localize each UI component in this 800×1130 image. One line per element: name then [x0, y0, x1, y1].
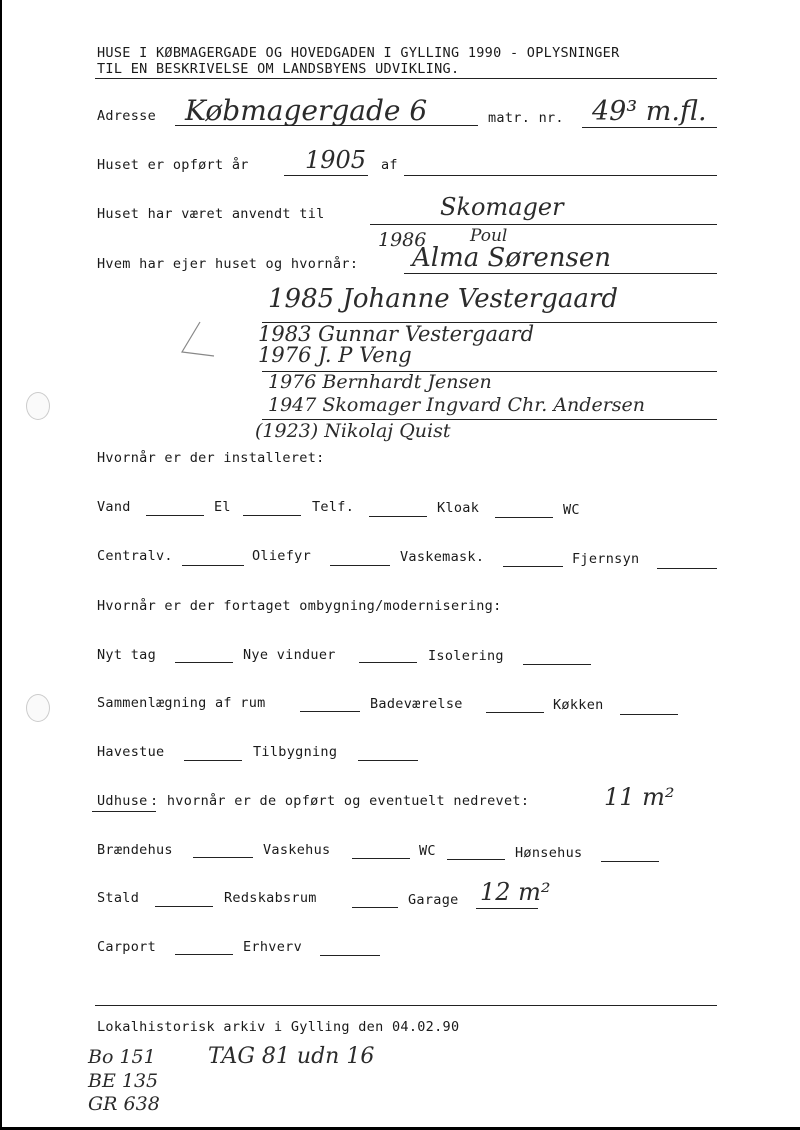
field-line — [155, 906, 213, 907]
header-rule — [95, 78, 717, 79]
field-label: El — [214, 499, 231, 515]
field-line — [601, 861, 659, 862]
usage-value: Skomager — [440, 193, 564, 221]
field-line — [359, 662, 417, 663]
address-label: Adresse — [97, 108, 156, 124]
usage-label: Huset har været anvendt til — [97, 206, 325, 222]
field-line — [495, 517, 553, 518]
owner-entry: 1976 J. P Veng — [258, 343, 412, 367]
field-label: WC — [563, 502, 580, 518]
field-label: Nyt tag — [97, 647, 156, 663]
address-value: Købmagergade 6 — [185, 94, 428, 127]
field-line — [447, 859, 505, 860]
matr-label: matr. nr. — [488, 110, 564, 126]
field-label: Isolering — [428, 648, 504, 664]
owners-annot-name: Poul — [470, 226, 508, 246]
owners-label: Hvem har ejer huset og hvornår: — [97, 256, 359, 272]
built-by-line — [404, 175, 717, 176]
field-label: Kloak — [437, 500, 480, 516]
owner-entry: 1947 Skomager Ingvard Chr. Andersen — [268, 394, 646, 416]
header-line-2: TIL EN BESKRIVELSE OM LANDSBYENS UDVIKLING. — [97, 61, 460, 77]
field-label: Hønsehus — [515, 845, 583, 861]
outbuildings-label-rest: : hvornår er de opført og eventuelt nedrevet: — [150, 793, 530, 809]
field-line — [657, 568, 717, 569]
field-label: Sammenlægning af rum — [97, 695, 266, 711]
punch-hole-bottom — [26, 694, 50, 722]
built-year-line — [284, 175, 368, 176]
field-label: Brændehus — [97, 842, 173, 858]
owner-entry: 1985 Johanne Vestergaard — [268, 284, 618, 314]
outbuildings-label-underlined: Udhuse — [97, 793, 148, 809]
field-label: Fjernsyn — [572, 551, 640, 567]
usage-line — [370, 224, 717, 225]
rebuild-label: Hvornår er der fortaget ombygning/modernisering: — [97, 598, 502, 614]
field-label: Erhverv — [243, 939, 302, 955]
note-left: Bo 151 — [88, 1046, 156, 1068]
field-label: Redskabsrum — [224, 890, 317, 906]
field-line — [476, 908, 538, 909]
field-label: Badeværelse — [370, 696, 463, 712]
header-line-1: HUSE I KØBMAGERGADE OG HOVEDGADEN I GYLLING 1990 - OPLYSNINGER — [97, 45, 620, 61]
field-label: Havestue — [97, 744, 165, 760]
built-label: Huset er opført år — [97, 157, 249, 173]
owner-entry: (1923) Nikolaj Quist — [255, 420, 451, 442]
field-line — [146, 515, 204, 516]
installed-label: Hvornår er der installeret: — [97, 450, 325, 466]
field-label: Nye vinduer — [243, 647, 336, 663]
field-label: Stald — [97, 890, 140, 906]
archive-line: Lokalhistorisk arkiv i Gylling den 04.02.90 — [97, 1019, 460, 1035]
field-line — [352, 907, 398, 908]
field-label: Oliefyr — [252, 548, 311, 564]
owner-first: Alma Sørensen — [412, 243, 612, 273]
note-right: TAG 81 udn 16 — [208, 1044, 375, 1069]
field-line — [523, 664, 591, 665]
owners-annot-year: 1986 — [378, 229, 427, 251]
matr-line — [582, 127, 717, 128]
field-line — [182, 565, 244, 566]
field-line — [175, 662, 233, 663]
note-left: BE 135 — [88, 1070, 159, 1092]
field-line — [175, 954, 233, 955]
field-line — [330, 565, 390, 566]
field-line — [193, 857, 253, 858]
field-label: Køkken — [553, 697, 604, 713]
field-line — [620, 714, 678, 715]
field-label: Centralv. — [97, 548, 173, 564]
matr-value: 49³ m.fl. — [592, 96, 707, 127]
field-line — [243, 515, 301, 516]
field-label: WC — [419, 843, 436, 859]
field-line — [320, 955, 380, 956]
scan-left-edge — [0, 0, 2, 1130]
owner-entry: 1976 Bernhardt Jensen — [268, 371, 492, 393]
field-label: Vand — [97, 499, 131, 515]
field-line — [369, 516, 427, 517]
punch-hole-top — [26, 392, 50, 420]
address-line — [175, 125, 478, 126]
footer-rule — [95, 1005, 717, 1006]
field-line — [352, 858, 410, 859]
field-label: Telf. — [312, 499, 355, 515]
field-line — [300, 711, 360, 712]
outbuildings-underline — [92, 811, 156, 812]
field-label: Vaskehus — [263, 842, 331, 858]
field-line — [486, 712, 544, 713]
field-label: Garage — [408, 892, 459, 908]
field-line — [358, 760, 418, 761]
field-line — [184, 760, 242, 761]
field-line — [503, 566, 563, 567]
owner-entry: 1983 Gunnar Vestergaard — [258, 322, 535, 346]
field-label: Vaskemask. — [400, 549, 485, 565]
garage-value: 12 m² — [480, 878, 551, 906]
built-by-label: af — [381, 157, 398, 173]
outbuildings-answer: 11 m² — [604, 783, 675, 811]
owner-first-line — [404, 273, 717, 274]
built-year: 1905 — [305, 146, 367, 174]
pencil-mark — [168, 318, 218, 362]
field-label: Tilbygning — [253, 744, 338, 760]
field-label: Carport — [97, 939, 156, 955]
note-left: GR 638 — [88, 1093, 160, 1115]
